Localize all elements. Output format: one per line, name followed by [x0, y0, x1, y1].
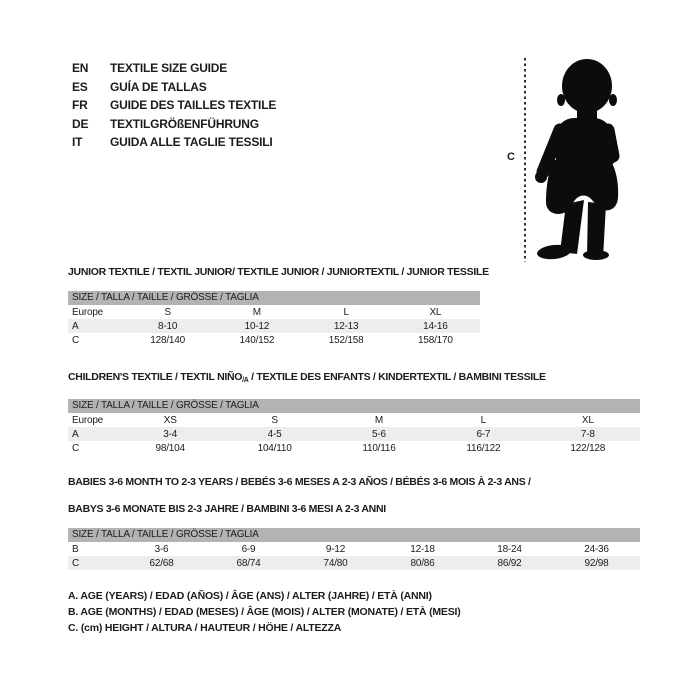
- language-code: ES: [72, 79, 88, 94]
- size-header-bar: SIZE / TALLA / TAILLE / GRÖSSE / TAGLIA: [68, 528, 640, 542]
- size-cell: 8-10: [158, 320, 178, 332]
- size-cell: 18-24: [497, 543, 522, 555]
- size-cell: 128/140: [150, 334, 185, 346]
- size-table: [68, 542, 640, 570]
- language-list: [72, 59, 276, 152]
- size-cell: 3-6: [154, 543, 169, 555]
- size-table-section: [68, 474, 640, 570]
- row-label: C: [72, 557, 80, 569]
- note-line: C. (cm) HEIGHT / ALTURA / HAUTEUR / HÖHE / ALTEZZA: [68, 622, 342, 634]
- row-label: A: [72, 320, 79, 332]
- size-cell: 4-5: [267, 428, 282, 440]
- size-cell: 86/92: [497, 557, 522, 569]
- size-cell: 152/158: [328, 334, 364, 346]
- row-label: Europe: [72, 306, 104, 318]
- size-cell: L: [480, 414, 487, 426]
- section-title: [68, 474, 640, 491]
- size-cell: 104/110: [257, 442, 292, 454]
- row-label: C: [72, 442, 80, 454]
- size-cell: 98/104: [155, 442, 185, 454]
- table-row: [68, 333, 480, 347]
- language-label: GUIDE DES TAILLES TEXTILE: [110, 98, 277, 113]
- size-cell: M: [374, 414, 384, 426]
- size-cell: 116/122: [466, 442, 501, 454]
- size-cell: XS: [163, 414, 177, 426]
- size-cell: S: [271, 414, 278, 426]
- size-cell: XL: [429, 306, 442, 318]
- row-label: A: [72, 428, 79, 440]
- size-table: [68, 413, 640, 455]
- size-cell: 3-4: [163, 428, 178, 440]
- legend-notes: [68, 588, 461, 636]
- table-row: [68, 441, 640, 455]
- language-code: DE: [72, 116, 89, 131]
- size-cell: 6-9: [241, 543, 256, 555]
- baby-silhouette: [530, 56, 625, 260]
- size-cell: L: [343, 306, 349, 318]
- size-cell: 122/128: [570, 442, 606, 454]
- size-table-section: [68, 369, 640, 455]
- language-code: FR: [72, 98, 88, 113]
- size-cell: 24-36: [584, 543, 609, 555]
- table-row: [68, 319, 480, 333]
- language-label: TEXTILGRÖßENFÜHRUNG: [110, 116, 259, 131]
- table-row: [68, 556, 640, 570]
- note-line: B. AGE (MONTHS) / EDAD (MESES) / ÂGE (MOIS) / ALTER (MONATE) / ETÀ (MESI): [68, 606, 461, 618]
- size-cell: 12-18: [410, 543, 435, 555]
- size-cell: 158/170: [418, 334, 453, 346]
- size-cell: M: [252, 306, 261, 318]
- size-cell: XL: [581, 414, 594, 426]
- language-row: [72, 96, 276, 115]
- section-title-text: BABIES 3-6 MONTH TO 2-3 YEARS / BEBÉS 3-6 MESES A 2-3 AÑOS / BÉBÉS 3-6 MOIS À 2-3 ANS /: [68, 476, 531, 488]
- language-code: IT: [72, 135, 83, 150]
- size-table-section: [68, 264, 489, 347]
- row-label: B: [72, 543, 79, 555]
- row-label: Europe: [72, 414, 104, 426]
- size-cell: 5-6: [372, 428, 386, 440]
- size-cell: 92/98: [584, 557, 609, 569]
- size-table: [68, 305, 480, 347]
- language-row: [72, 59, 276, 78]
- size-cell: 6-7: [476, 428, 491, 440]
- table-row: [68, 413, 640, 427]
- row-label: C: [72, 334, 80, 346]
- size-cell: 62/68: [149, 557, 174, 569]
- size-cell: 110/116: [362, 442, 396, 454]
- section-title-text: / TEXTILE DES ENFANTS / KINDERTEXTIL / BAMBINI TESSILE: [248, 371, 546, 383]
- size-cell: 14-16: [423, 320, 448, 332]
- table-row: [68, 427, 640, 441]
- language-row: [72, 133, 276, 152]
- size-cell: 74/80: [323, 557, 348, 569]
- size-cell: 9-12: [325, 543, 346, 555]
- language-label: TEXTILE SIZE GUIDE: [110, 61, 228, 76]
- height-dimension-label: C: [507, 151, 515, 163]
- size-cell: 68/74: [236, 557, 261, 569]
- size-cell: 80/86: [410, 557, 435, 569]
- section-title-text: CHILDREN'S TEXTILE / TEXTIL NIÑO: [68, 371, 243, 383]
- language-row: [72, 78, 276, 97]
- section-title: [68, 369, 640, 389]
- language-label: GUIDA ALLE TAGLIE TESSILI: [110, 135, 273, 150]
- size-cell: S: [164, 306, 171, 318]
- table-row: [68, 305, 480, 319]
- size-cell: 140/152: [239, 334, 275, 346]
- section-title-text: JUNIOR TEXTILE / TEXTIL JUNIOR/ TEXTILE JUNIOR / JUNIORTEXTIL / JUNIOR TESSILE: [68, 266, 489, 278]
- size-cell: 7-8: [580, 428, 595, 440]
- language-row: [72, 115, 276, 134]
- section-title: [68, 501, 640, 518]
- size-header-bar: SIZE / TALLA / TAILLE / GRÖSSE / TAGLIA: [68, 291, 480, 305]
- section-title-text: BABYS 3-6 MONATE BIS 2-3 JAHRE / BAMBINI 3-6 MESI A 2-3 ANNI: [68, 503, 386, 515]
- language-code: EN: [72, 61, 89, 76]
- size-cell: 12-13: [333, 320, 359, 332]
- language-label: GUÍA DE TALLAS: [110, 79, 207, 94]
- height-dimension-line: [524, 58, 526, 262]
- note-line: A. AGE (YEARS) / EDAD (AÑOS) / ÂGE (ANS) / ALTER (JAHRE) / ETÀ (ANNI): [68, 590, 432, 602]
- table-row: [68, 542, 640, 556]
- size-header-bar: SIZE / TALLA / TAILLE / GRÖSSE / TAGLIA: [68, 399, 640, 413]
- section-title-subscript: /A: [242, 377, 249, 384]
- size-cell: 10-12: [244, 320, 270, 332]
- section-title: [68, 264, 489, 281]
